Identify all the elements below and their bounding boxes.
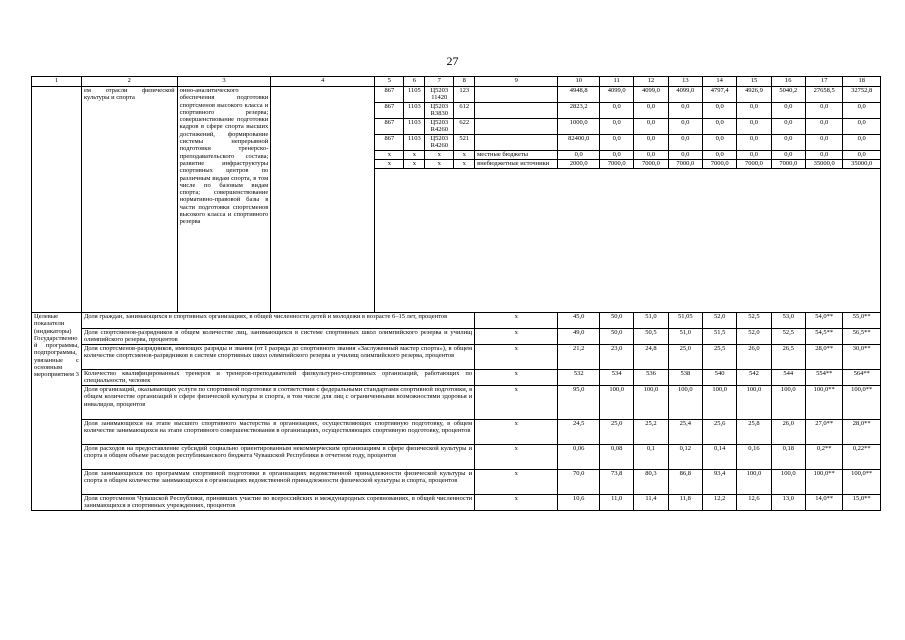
indicator-name-cell: Доля занимающихся по программам спортивной подготовки в организациях ведомственной принадлежности физической культуры и спорта в общем количестве занимающихся в организациях ведомственной принадлежности физической культуры и спорта, процентов bbox=[81, 470, 474, 495]
funding-value-cell: 0,0 bbox=[843, 119, 881, 135]
funding-value-cell: 0,0 bbox=[702, 135, 736, 151]
column-number-cell: 7 bbox=[425, 77, 454, 87]
indicator-value-cell: 0,06 bbox=[558, 445, 600, 470]
indicator-value-cell: 100,0** bbox=[843, 470, 881, 495]
column-number-cell: 17 bbox=[805, 77, 842, 87]
funding-value-cell: 0,0 bbox=[558, 151, 600, 160]
indicator-name-cell: Доля расходов на предоставление субсидий социально ориентированным некоммерческим организациям в сфере физической культуры и спорта в общем объеме расходов республиканского бюджета Чувашской Республики в отчетном году, процентов bbox=[81, 445, 474, 470]
indicator-value-cell: 52,0 bbox=[702, 313, 736, 329]
column-number-cell: 2 bbox=[81, 77, 177, 87]
funding-value-cell: 0,0 bbox=[805, 151, 842, 160]
indicator-value-cell: 26,0 bbox=[737, 345, 771, 370]
event-description-cell: онно-аналитического обеспечения подготовки спортсменов высокого класса и спортивного резерва; совершенствование подготовки кадров в сфере спорта высших достижений, формирование системы непрерывной подготовки тренерско-преподавательского состава; развитие инфраструктуры спортивных центров по различным видам спорта, в том числе по базовым видам спорта; совершенствование нормативно-правовой базы в части подготовки спортсменов высокого класса и спортивного резерва bbox=[177, 87, 271, 313]
indicator-name-cell: Доля граждан, занимающихся в спортивных организациях, в общей численности детей и молодежи в возрасте 6–15 лет, процентов bbox=[81, 313, 474, 329]
funding-value-cell: 7000,0 bbox=[634, 160, 668, 169]
indicator-value-cell: 30,0** bbox=[843, 345, 881, 370]
indicator-value-cell: 25,8 bbox=[737, 420, 771, 445]
column-number-cell: 4 bbox=[271, 77, 375, 87]
indicator-value-cell: 100,0 bbox=[771, 470, 805, 495]
grbs-code-cell: 867 bbox=[375, 119, 404, 135]
funding-value-cell: 0,0 bbox=[634, 119, 668, 135]
funding-value-cell: 0,0 bbox=[805, 135, 842, 151]
indicator-value-cell: 100,0** bbox=[805, 386, 842, 420]
event-name-cell: ем отрасли физической культуры и спорта bbox=[81, 87, 177, 313]
funding-row bbox=[32, 87, 881, 103]
grbs-code-cell: x bbox=[375, 160, 404, 169]
funding-value-cell: 0,0 bbox=[702, 151, 736, 160]
column-number-cell: 6 bbox=[404, 77, 425, 87]
column-number-cell: 3 bbox=[177, 77, 271, 87]
indicator-name-cell: Доля организаций, оказывающих услуги по спортивной подготовке в соответствии с федеральными стандартами спортивной подготовки, в общем количестве организаций в сфере физической культуры и спорта, в том числе для лиц с ограниченными возможностями здоровья и инвалидов, процентов bbox=[81, 386, 474, 420]
funding-value-cell: 0,0 bbox=[737, 151, 771, 160]
indicator-row bbox=[32, 345, 881, 370]
indicator-value-cell: 26,5 bbox=[771, 345, 805, 370]
indicator-value-cell: 53,0 bbox=[771, 313, 805, 329]
indicator-value-cell: 52,5 bbox=[771, 329, 805, 345]
indicator-value-cell: 564** bbox=[843, 370, 881, 386]
funding-value-cell: 0,0 bbox=[668, 135, 702, 151]
funding-value-cell: 0,0 bbox=[771, 103, 805, 119]
funding-value-cell: 27658,5 bbox=[805, 87, 842, 103]
indicator-row bbox=[32, 445, 881, 470]
indicator-value-cell: 11,0 bbox=[600, 495, 634, 511]
indicator-name-cell: Доля спортсменов-разрядников, имеющих разряды и звания (от I разряда до спортивного звания «Заслуженный мастер спорта»), в общем количестве спортсменов-разрядников в системе спортивных школ олимпийского резерва и училищ олимпийского резерва, процентов bbox=[81, 345, 474, 370]
indicator-value-cell: 532 bbox=[558, 370, 600, 386]
indicator-value-cell: 25,0 bbox=[600, 420, 634, 445]
column-number-cell: 15 bbox=[737, 77, 771, 87]
funding-value-cell: 0,0 bbox=[634, 135, 668, 151]
indicator-value-cell: 50,0 bbox=[600, 329, 634, 345]
column-number-cell: 11 bbox=[600, 77, 634, 87]
expense-type-cell: x bbox=[454, 160, 475, 169]
funding-value-cell: 0,0 bbox=[737, 119, 771, 135]
indicator-row bbox=[32, 386, 881, 420]
funding-value-cell: 0,0 bbox=[600, 103, 634, 119]
section-code-cell: 1103 bbox=[404, 103, 425, 119]
indicator-value-cell: 100,0 bbox=[737, 470, 771, 495]
indicator-value-cell: 0,1 bbox=[634, 445, 668, 470]
column-number-cell: 8 bbox=[454, 77, 475, 87]
column-number-cell: 10 bbox=[558, 77, 600, 87]
indicator-value-cell: 51,0 bbox=[668, 329, 702, 345]
grbs-code-cell: 867 bbox=[375, 103, 404, 119]
indicator-value-cell: 544 bbox=[771, 370, 805, 386]
indicator-x-cell: x bbox=[475, 345, 558, 370]
indicator-value-cell: 80,3 bbox=[634, 470, 668, 495]
indicator-value-cell: 27,0** bbox=[805, 420, 842, 445]
indicator-row bbox=[32, 370, 881, 386]
target-article-cell: Ц5203 R3830 bbox=[425, 103, 454, 119]
section-code-cell: 1105 bbox=[404, 87, 425, 103]
indicator-value-cell: 70,0 bbox=[558, 470, 600, 495]
funding-value-cell: 7000,0 bbox=[702, 160, 736, 169]
indicator-value-cell: 0,22** bbox=[843, 445, 881, 470]
indicator-value-cell: 100,0** bbox=[805, 470, 842, 495]
funding-value-cell: 0,0 bbox=[600, 151, 634, 160]
indicator-x-cell: x bbox=[475, 495, 558, 511]
target-article-cell: x bbox=[425, 160, 454, 169]
indicator-value-cell: 56,5** bbox=[843, 329, 881, 345]
indicator-value-cell: 534 bbox=[600, 370, 634, 386]
indicator-value-cell: 55,0** bbox=[843, 313, 881, 329]
funding-value-cell: 0,0 bbox=[668, 103, 702, 119]
column-number-cell: 9 bbox=[475, 77, 558, 87]
funding-value-cell: 0,0 bbox=[702, 103, 736, 119]
indicator-value-cell: 10,6 bbox=[558, 495, 600, 511]
program-table bbox=[31, 76, 881, 511]
indicator-x-cell: x bbox=[475, 313, 558, 329]
funding-source-cell bbox=[475, 87, 558, 103]
funding-value-cell: 0,0 bbox=[805, 103, 842, 119]
indicator-value-cell: 540 bbox=[702, 370, 736, 386]
indicator-x-cell: x bbox=[475, 445, 558, 470]
indicator-value-cell: 11,8 bbox=[668, 495, 702, 511]
indicator-value-cell: 0,18 bbox=[771, 445, 805, 470]
indicator-value-cell: 15,0** bbox=[843, 495, 881, 511]
grbs-code-cell: 867 bbox=[375, 135, 404, 151]
indicator-value-cell: 49,0 bbox=[558, 329, 600, 345]
indicator-name-cell: Доля спортсменов Чувашской Республики, принявших участие во всероссийских и международных соревнованиях, в общей численности занимающихся в спортивных учреждениях, процентов bbox=[81, 495, 474, 511]
funding-value-cell: 0,0 bbox=[771, 135, 805, 151]
indicator-value-cell: 21,2 bbox=[558, 345, 600, 370]
funding-value-cell: 0,0 bbox=[805, 119, 842, 135]
funding-value-cell: 4099,0 bbox=[668, 87, 702, 103]
indicators-label-cell: Целевые показатели (индикаторы) Государственной программы, подпрограммы, увязанные с основным мероприятием 3 bbox=[32, 313, 82, 511]
indicator-value-cell: 93,4 bbox=[702, 470, 736, 495]
grbs-code-cell: 867 bbox=[375, 87, 404, 103]
column-number-row bbox=[32, 77, 881, 87]
indicator-value-cell: 0,12 bbox=[668, 445, 702, 470]
funding-value-cell: 0,0 bbox=[668, 151, 702, 160]
funding-value-cell: 35000,0 bbox=[843, 160, 881, 169]
indicator-name-cell: Доля занимающихся на этапе высшего спортивного мастерства в организациях, осуществляющих спортивную подготовку, в общем количестве занимающихся на этапе спортивного совершенствования в организациях, осуществляющих спортивную подготовку, процентов bbox=[81, 420, 474, 445]
indicator-row bbox=[32, 313, 881, 329]
funding-value-cell: 7000,0 bbox=[668, 160, 702, 169]
indicator-value-cell: 24,5 bbox=[558, 420, 600, 445]
indicator-value-cell: 14,0** bbox=[805, 495, 842, 511]
funding-value-cell: 0,0 bbox=[668, 119, 702, 135]
indicator-value-cell: 52,0 bbox=[737, 329, 771, 345]
funding-value-cell: 0,0 bbox=[771, 151, 805, 160]
target-article-cell: Ц5203 11420 bbox=[425, 87, 454, 103]
indicator-value-cell: 95,0 bbox=[558, 386, 600, 420]
indicator-value-cell: 0,08 bbox=[600, 445, 634, 470]
funding-value-cell: 4948,8 bbox=[558, 87, 600, 103]
indicator-value-cell: 12,6 bbox=[737, 495, 771, 511]
funding-value-cell: 0,0 bbox=[600, 135, 634, 151]
indicator-x-cell: x bbox=[475, 329, 558, 345]
indicator-value-cell: 50,5 bbox=[634, 329, 668, 345]
indicator-value-cell: 25,5 bbox=[702, 345, 736, 370]
indicator-x-cell: x bbox=[475, 420, 558, 445]
indicator-value-cell: 25,0 bbox=[668, 345, 702, 370]
funding-value-cell: 2823,2 bbox=[558, 103, 600, 119]
funding-value-cell: 35000,0 bbox=[805, 160, 842, 169]
indicator-x-cell: x bbox=[475, 470, 558, 495]
indicator-value-cell: 0,16 bbox=[737, 445, 771, 470]
column-number-cell: 5 bbox=[375, 77, 404, 87]
indicator-row bbox=[32, 329, 881, 345]
indicator-value-cell: 25,4 bbox=[668, 420, 702, 445]
funding-value-cell: 0,0 bbox=[634, 103, 668, 119]
indicator-value-cell: 26,0 bbox=[771, 420, 805, 445]
funding-value-cell: 32752,8 bbox=[843, 87, 881, 103]
expense-type-cell: 622 bbox=[454, 119, 475, 135]
indicator-x-cell: x bbox=[475, 386, 558, 420]
indicator-value-cell: 28,0** bbox=[805, 345, 842, 370]
indicator-value-cell: 24,8 bbox=[634, 345, 668, 370]
section-code-cell: x bbox=[404, 151, 425, 160]
indicator-row bbox=[32, 420, 881, 445]
section-code-cell: x bbox=[404, 160, 425, 169]
indicator-value-cell: 100,0 bbox=[702, 386, 736, 420]
indicator-value-cell: 51,0 bbox=[634, 313, 668, 329]
column-number-cell: 18 bbox=[843, 77, 881, 87]
funding-value-cell: 0,0 bbox=[634, 151, 668, 160]
indicator-row bbox=[32, 495, 881, 511]
column-number-cell: 12 bbox=[634, 77, 668, 87]
indicator-value-cell: 100,0** bbox=[843, 386, 881, 420]
funding-value-cell: 5040,2 bbox=[771, 87, 805, 103]
funding-value-cell: 4797,4 bbox=[702, 87, 736, 103]
indicator-value-cell: 100,0 bbox=[737, 386, 771, 420]
indicator-value-cell: 538 bbox=[668, 370, 702, 386]
indicator-value-cell: 25,6 bbox=[702, 420, 736, 445]
indicator-value-cell: 51,5 bbox=[702, 329, 736, 345]
column-number-cell: 1 bbox=[32, 77, 82, 87]
funding-source-cell: местные бюджеты bbox=[475, 151, 558, 160]
indicator-value-cell: 54,0** bbox=[805, 313, 842, 329]
funding-source-cell bbox=[475, 103, 558, 119]
indicator-value-cell: 28,0** bbox=[843, 420, 881, 445]
indicator-value-cell: 25,2 bbox=[634, 420, 668, 445]
expense-type-cell: 123 bbox=[454, 87, 475, 103]
funding-value-cell: 0,0 bbox=[702, 119, 736, 135]
indicator-row bbox=[32, 470, 881, 495]
indicator-value-cell: 12,2 bbox=[702, 495, 736, 511]
indicator-value-cell: 0,14 bbox=[702, 445, 736, 470]
expense-type-cell: 612 bbox=[454, 103, 475, 119]
funding-source-cell: внебюджетные источники bbox=[475, 160, 558, 169]
target-article-cell: Ц5203 R4260 bbox=[425, 135, 454, 151]
indicator-value-cell: 100,0 bbox=[634, 386, 668, 420]
responsible-cell bbox=[271, 87, 375, 313]
indicator-value-cell: 536 bbox=[634, 370, 668, 386]
funding-value-cell: 1000,0 bbox=[558, 119, 600, 135]
indicator-name-cell: Доля спортсменов-разрядников в общем количестве лиц, занимающихся в системе спортивных школ олимпийского резерва и училищ олимпийского резерва, процентов bbox=[81, 329, 474, 345]
funding-value-cell: 0,0 bbox=[737, 135, 771, 151]
indicator-value-cell: 11,4 bbox=[634, 495, 668, 511]
page-number: 27 bbox=[446, 54, 459, 68]
indicator-value-cell: 54,5** bbox=[805, 329, 842, 345]
funding-value-cell: 4099,0 bbox=[634, 87, 668, 103]
indicator-value-cell: 13,0 bbox=[771, 495, 805, 511]
indicator-x-cell: x bbox=[475, 370, 558, 386]
funding-source-cell bbox=[475, 135, 558, 151]
grbs-code-cell: x bbox=[375, 151, 404, 160]
target-article-cell: Ц5203 R4260 bbox=[425, 119, 454, 135]
funding-value-cell: 4926,9 bbox=[737, 87, 771, 103]
funding-value-cell: 0,0 bbox=[843, 151, 881, 160]
funding-value-cell: 0,0 bbox=[843, 103, 881, 119]
funding-source-cell bbox=[475, 119, 558, 135]
indicator-value-cell: 86,8 bbox=[668, 470, 702, 495]
indicator-value-cell: 100,0 bbox=[668, 386, 702, 420]
expense-type-cell: x bbox=[454, 151, 475, 160]
funding-value-cell: 0,0 bbox=[737, 103, 771, 119]
column-number-cell: 14 bbox=[702, 77, 736, 87]
indicator-value-cell: 554** bbox=[805, 370, 842, 386]
grbs-code-cell bbox=[375, 169, 881, 313]
section-code-cell: 1103 bbox=[404, 135, 425, 151]
funding-value-cell: 7000,0 bbox=[771, 160, 805, 169]
indicator-value-cell: 100,0 bbox=[771, 386, 805, 420]
funding-value-cell: 2000,0 bbox=[558, 160, 600, 169]
indicator-name-cell: Количество квалифицированных тренеров и тренеров-преподавателей физкультурно-спортивных организаций, работающих по специальности, человек bbox=[81, 370, 474, 386]
indicator-value-cell: 51,05 bbox=[668, 313, 702, 329]
indicator-value-cell: 73,8 bbox=[600, 470, 634, 495]
indicator-value-cell: 542 bbox=[737, 370, 771, 386]
funding-value-cell: 82400,0 bbox=[558, 135, 600, 151]
column-number-cell: 13 bbox=[668, 77, 702, 87]
indicator-value-cell: 100,0 bbox=[600, 386, 634, 420]
funding-value-cell: 0,0 bbox=[771, 119, 805, 135]
indicator-value-cell: 52,5 bbox=[737, 313, 771, 329]
indicator-value-cell: 23,0 bbox=[600, 345, 634, 370]
indicator-value-cell: 0,2** bbox=[805, 445, 842, 470]
target-article-cell: x bbox=[425, 151, 454, 160]
funding-value-cell: 7000,0 bbox=[600, 160, 634, 169]
indicator-value-cell: 50,0 bbox=[600, 313, 634, 329]
funding-value-cell: 7000,0 bbox=[737, 160, 771, 169]
funding-value-cell: 0,0 bbox=[843, 135, 881, 151]
section-code-cell: 1103 bbox=[404, 119, 425, 135]
task-number-cell bbox=[32, 87, 82, 313]
expense-type-cell: 521 bbox=[454, 135, 475, 151]
indicator-value-cell: 45,0 bbox=[558, 313, 600, 329]
funding-value-cell: 4099,0 bbox=[600, 87, 634, 103]
funding-value-cell: 0,0 bbox=[600, 119, 634, 135]
column-number-cell: 16 bbox=[771, 77, 805, 87]
